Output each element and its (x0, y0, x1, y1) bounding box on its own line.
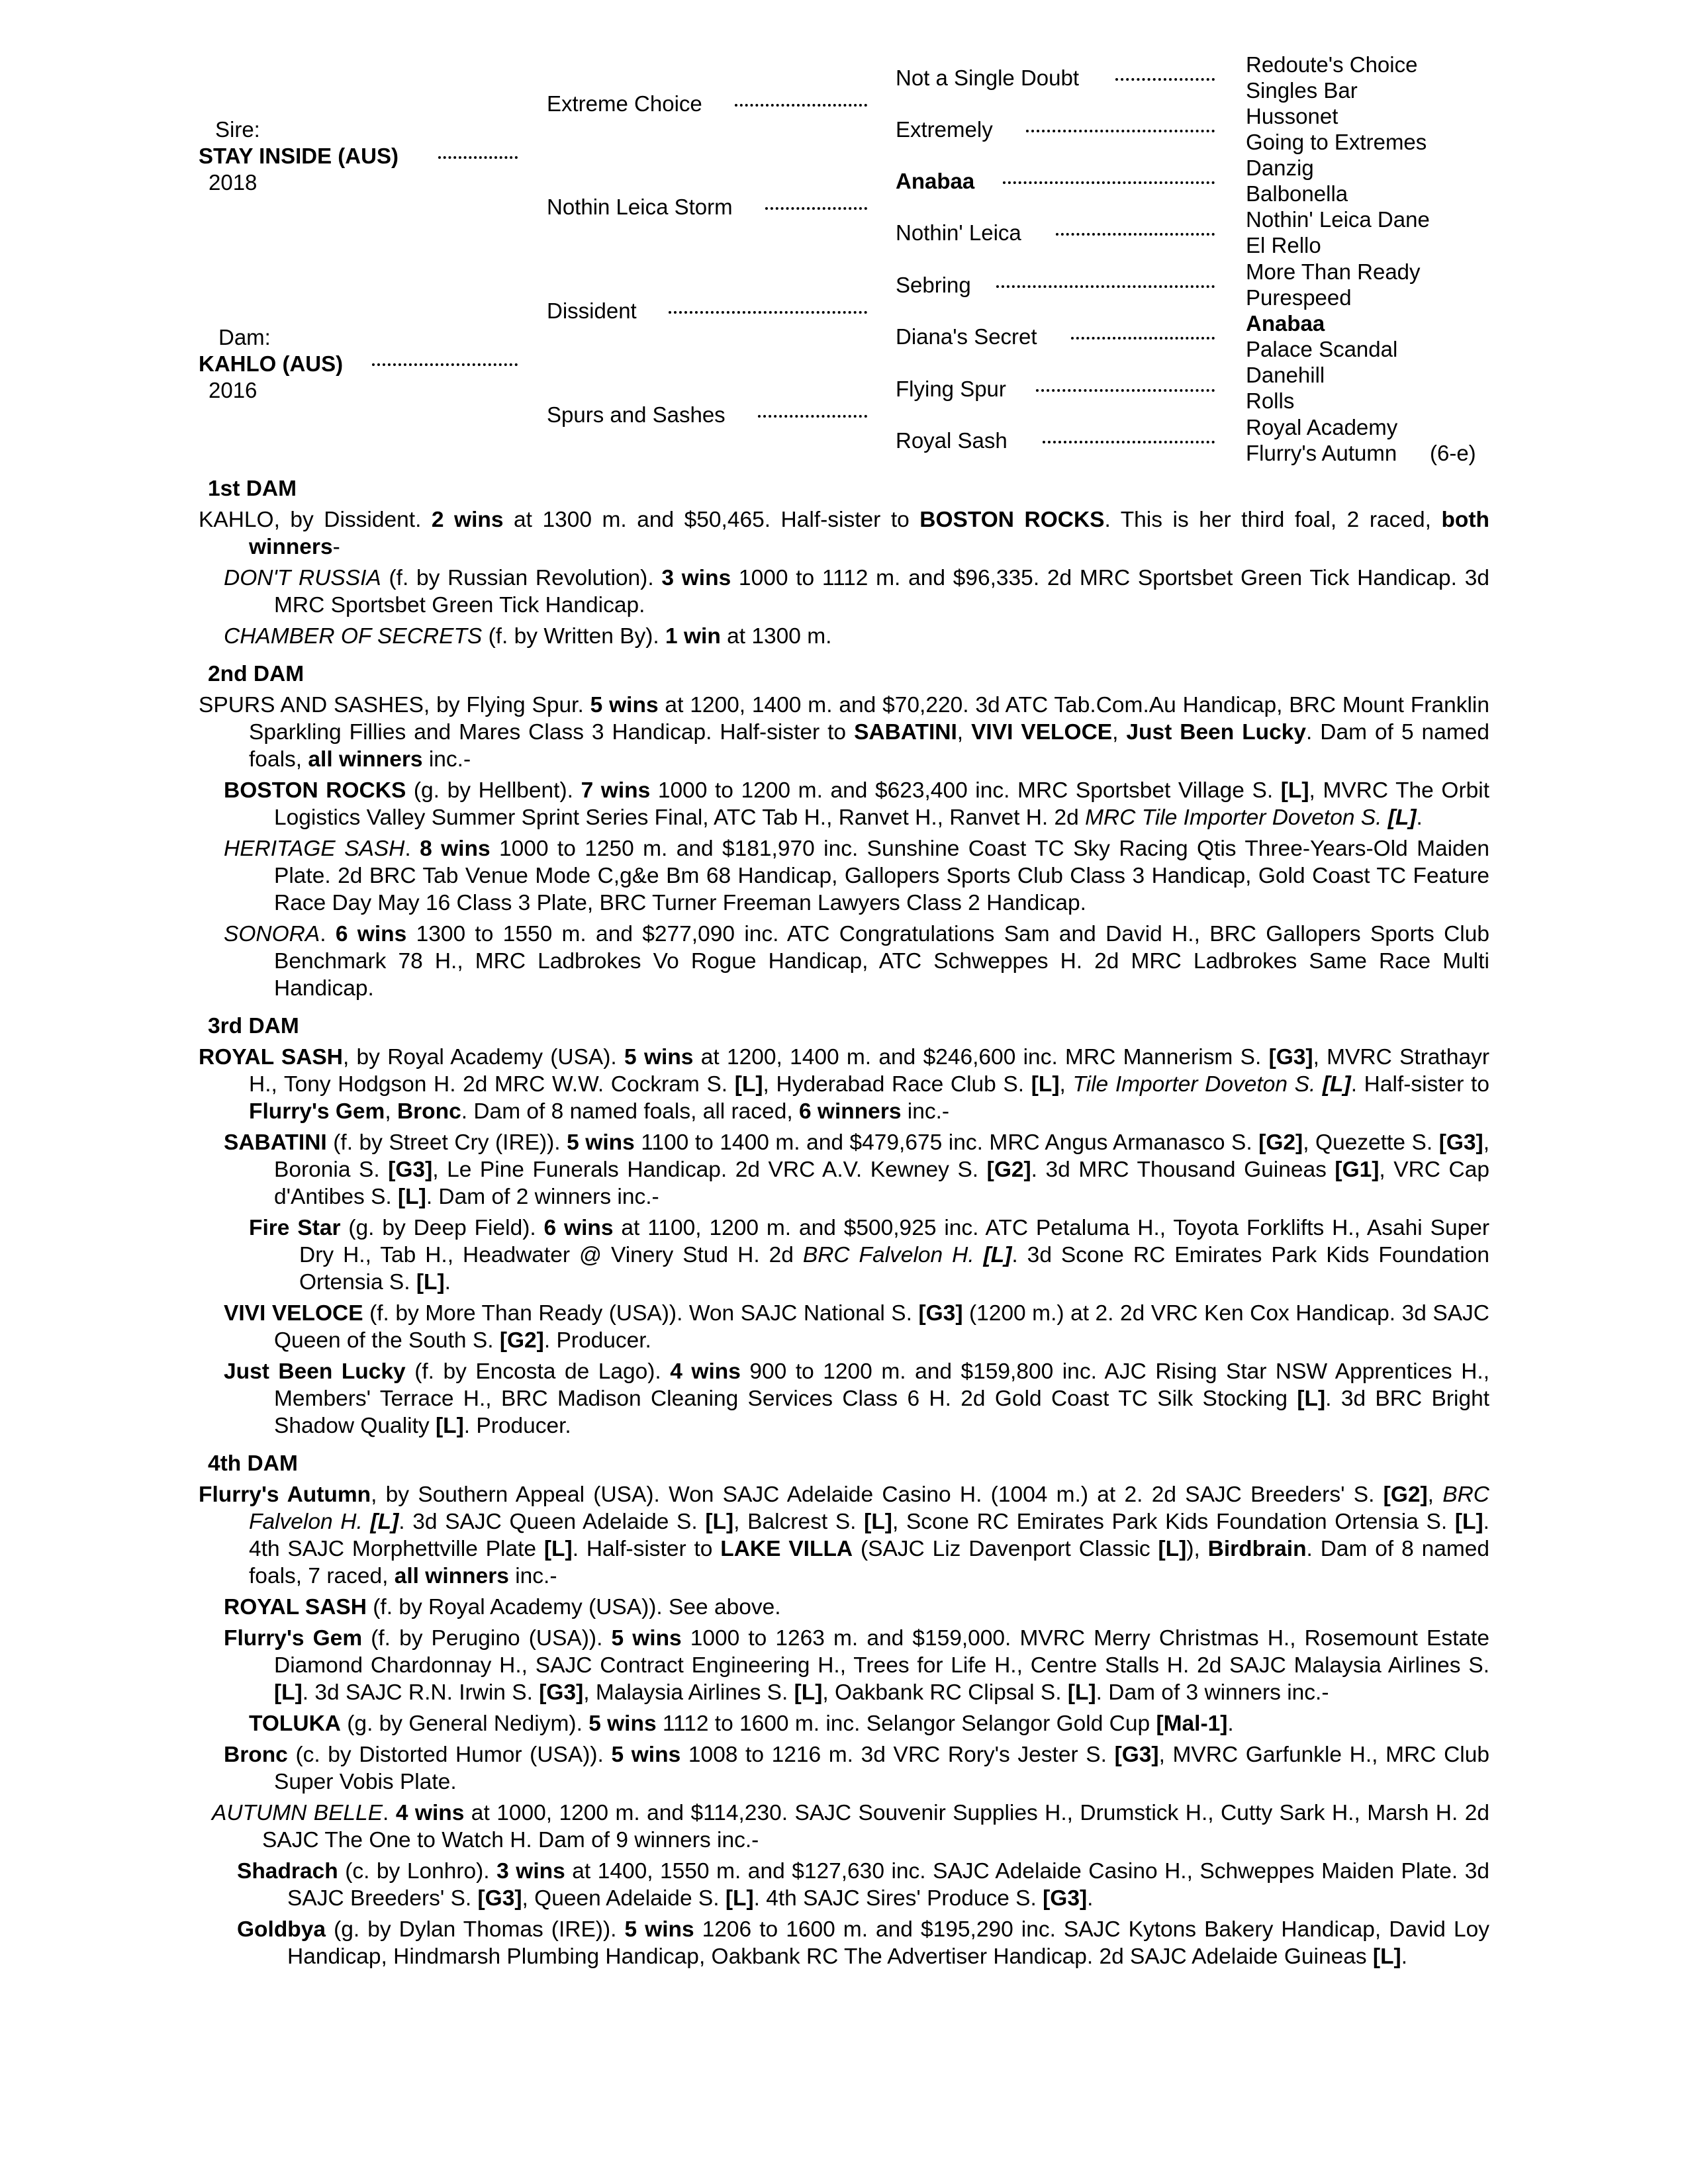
dotted-leader (438, 156, 518, 159)
sire-year: 2018 (209, 170, 258, 195)
progeny-entry: SABATINI (f. by Street Cry (IRE)). 5 wins 1100 to 1400 m. and $479,675 inc. MRC Angus Armanasco S. [G2], Quezette S. [G3], Boronia S. [G3], Le Pine Funerals Handicap. 2d VRC A.V. Kewney S. [G2]. 3d MRC Thousand Guineas [G1], VRC Cap d'Antibes S. [L]. Dam of 2 winners inc.- (224, 1130, 1490, 1209)
pedigree-gen4-horse: Danehill (1246, 363, 1325, 387)
pedigree-gen3-horse: Not a Single Doubt (896, 66, 1080, 90)
sire-label: Sire: (215, 117, 260, 142)
dotted-leader (1071, 337, 1215, 340)
dotted-leader (1003, 181, 1215, 184)
progeny-entry: VIVI VELOCE (f. by More Than Ready (USA)). Won SAJC National S. [G3] (1200 m.) at 2. 2d VRC Ken Cox Handicap. 3d SAJC Queen of the South S. [G2]. Producer. (224, 1301, 1489, 1353)
pedigree-gen4-horse: El Rello (1246, 233, 1321, 257)
progeny-entry: AUTUMN BELLE. 4 wins at 1000, 1200 m. and $114,230. SAJC Souvenir Supplies H., Drumstick H., Cutty Sark H., Marsh H. 2d SAJC The One to Watch H. Dam of 9 winners inc.- (212, 1801, 1489, 1852)
dotted-leader (372, 363, 518, 366)
dotted-leader (1043, 441, 1215, 443)
pedigree-gen4-horse: Going to Extremes (1246, 130, 1427, 154)
pedigree-gen4-horse: Singles Bar (1246, 78, 1358, 103)
progeny-entry: Just Been Lucky (f. by Encosta de Lago). 4 wins 900 to 1200 m. and $159,800 inc. AJC Rising Star NSW Apprentices H., Members' Terrace H., BRC Madison Cleaning Services Class 6 H. 2d Gold Coast TC Silk Stocking [L]. 3d BRC Bright Shadow Quality [L]. Producer. (224, 1359, 1490, 1438)
dotted-leader (735, 104, 867, 107)
pedigree-gen4-horse: Rolls (1246, 388, 1295, 413)
dotted-leader (1056, 233, 1215, 236)
dam-name: KAHLO (AUS) (199, 351, 344, 376)
pedigree-gen3-horse: Flying Spur (896, 377, 1006, 401)
heading-2nd-dam: 2nd DAM (208, 662, 305, 686)
pedigree-gen2-horse: Spurs and Sashes (547, 402, 726, 427)
pedigree-gen4-horse: Danzig (1246, 156, 1314, 180)
pedigree-gen2-horse: Dissident (547, 298, 637, 323)
pedigree-gen2-horse: Extreme Choice (547, 91, 702, 116)
pedigree-gen4-horse: Royal Academy (1246, 415, 1398, 439)
pedigree-gen3-horse: Nothin' Leica (896, 220, 1021, 245)
pedigree-gen4-horse: Hussonet (1246, 104, 1338, 128)
pedigree-gen3-horse: Diana's Secret (896, 324, 1037, 349)
pedigree-gen3-horse: Sebring (896, 273, 971, 297)
family-number: (6-e) (1430, 441, 1476, 465)
pedigree-gen4-horse: Purespeed (1246, 285, 1352, 310)
pedigree-gen4-horse: Anabaa (1246, 311, 1325, 336)
progeny-entry: TOLUKA (g. by General Nediym). 5 wins 1112 to 1600 m. inc. Selangor Selangor Gold Cup [Mal-1]. (249, 1711, 1234, 1736)
pedigree-gen4-horse: Redoute's Choice (1246, 52, 1418, 77)
progeny-entry: Bronc (c. by Distorted Humor (USA)). 5 wins 1008 to 1216 m. 3d VRC Rory's Jester S. [G3], MVRC Garfunkle H., MRC Club Super Vobis Plate. (224, 1743, 1489, 1794)
pedigree-notes (199, 475, 1489, 1974)
pedigree-gen4-horse: Palace Scandal (1246, 337, 1398, 361)
pedigree-gen4-horse: Flurry's Autumn (1246, 441, 1397, 465)
progeny-entry: HERITAGE SASH. 8 wins 1000 to 1250 m. and $181,970 inc. Sunshine Coast TC Sky Racing Qtis Three-Years-Old Maiden Plate. 2d BRC Tab Venue Mode C,g&e Bm 68 Handicap, Gallopers Sports Club Class 3 Handicap, Gold Coast TC Feature Race Day May 16 Class 3 Plate, BRC Turner Freeman Lawyers Class 2 Handicap. (224, 837, 1489, 915)
sire-name: STAY INSIDE (AUS) (199, 144, 399, 168)
dotted-leader (1115, 78, 1215, 81)
pedigree-gen2-horse: Nothin Leica Storm (547, 195, 733, 219)
pedigree-gen4-horse: Balbonella (1246, 181, 1348, 206)
dotted-leader (758, 415, 867, 418)
heading-1st-dam: 1st DAM (208, 477, 297, 501)
dam3-entry: ROYAL SASH, by Royal Academy (USA). 5 wins at 1200, 1400 m. and $246,600 inc. MRC Mannerism S. [G3], MVRC Strathayr H., Tony Hodgson H. 2d MRC W.W. Cockram S. [L], Hyderabad Race Club S. [L], Tile Importer Doveton S. [L]. Half-sister to Flurry's Gem, Bronc. Dam of 8 named foals, all raced, 6 winners inc.- (199, 1045, 1490, 1124)
dotted-leader (765, 207, 867, 210)
dam-label: Dam: (218, 325, 271, 349)
dam4-entry: Flurry's Autumn, by Southern Appeal (USA). Won SAJC Adelaide Casino H. (1004 m.) at 2. 2d SAJC Breeders' S. [G2], BRC Falvelon H. [L]. 3d SAJC Queen Adelaide S. [L], Balcrest S. [L], Scone RC Emirates Park Kids Foundation Ortensia S. [L]. 4th SAJC Morphettville Plate [L]. Half-sister to LAKE VILLA (SAJC Liz Davenport Classic [L]), Birdbrain. Dam of 8 named foals, 7 raced, all winners inc.- (199, 1482, 1490, 1588)
dotted-leader (1036, 389, 1215, 392)
heading-3rd-dam: 3rd DAM (208, 1014, 299, 1038)
progeny-entry: Flurry's Gem (f. by Perugino (USA)). 5 wins 1000 to 1263 m. and $159,000. MVRC Merry Christmas H., Rosemount Estate Diamond Chardonnay H., SAJC Contract Engineering H., Trees for Life H., Centre Stalls H. 2d SAJC Malaysia Airlines S. [L]. 3d SAJC R.N. Irwin S. [G3], Malaysia Airlines S. [L], Oakbank RC Clipsal S. [L]. Dam of 3 winners inc.- (224, 1626, 1489, 1705)
dam-year: 2016 (209, 378, 258, 402)
pedigree-gen3-horse: Royal Sash (896, 428, 1008, 453)
progeny-entry: Goldbya (g. by Dylan Thomas (IRE)). 5 wins 1206 to 1600 m. and $195,290 inc. SAJC Kytons Bakery Handicap, David Loy Handicap, Hindmarsh Plumbing Handicap, Oakbank RC The Advertiser Handicap. 2d SAJC Adelaide Guineas [L]. (237, 1917, 1489, 1969)
pedigree-gen3-horse: Extremely (896, 117, 993, 142)
progeny-entry: DON'T RUSSIA (f. by Russian Revolution). 3 wins 1000 to 1112 m. and $96,335. 2d MRC Sportsbet Green Tick Handicap. 3d MRC Sportsbet Green Tick Handicap. (224, 566, 1489, 617)
dotted-leader (996, 285, 1215, 288)
pedigree-chart (0, 0, 1688, 477)
progeny-entry: ROYAL SASH (f. by Royal Academy (USA)). See above. (224, 1595, 781, 1619)
dam1-entry: KAHLO, by Dissident. 2 wins at 1300 m. and $50,465. Half-sister to BOSTON ROCKS. This is her third foal, 2 raced, both winners- (199, 508, 1489, 559)
progeny-entry: SONORA. 6 wins 1300 to 1550 m. and $277,090 inc. ATC Congratulations Sam and David H., BRC Gallopers Sports Club Benchmark 78 H., MRC Ladbrokes Vo Rogue Handicap, ATC Schweppes H. 2d MRC Ladbrokes Same Race Multi Handicap. (224, 922, 1489, 1001)
pedigree-gen4-horse: Nothin' Leica Dane (1246, 207, 1430, 232)
dotted-leader (669, 311, 867, 314)
pedigree-gen3-horse: Anabaa (896, 169, 975, 193)
progeny-entry: BOSTON ROCKS (g. by Hellbent). 7 wins 1000 to 1200 m. and $623,400 inc. MRC Sportsbet Village S. [L], MVRC The Orbit Logistics Valley Summer Sprint Series Final, ATC Tab H., Ranvet H., Ranvet H. 2d MRC Tile Importer Doveton S. [L]. (224, 778, 1489, 830)
heading-4th-dam: 4th DAM (208, 1451, 298, 1476)
progeny-entry: Fire Star (g. by Deep Field). 6 wins at 1100, 1200 m. and $500,925 inc. ATC Petaluma H., Toyota Forklifts H., Asahi Super Dry H., Tab H., Headwater @ Vinery Stud H. 2d BRC Falvelon H. [L]. 3d Scone RC Emirates Park Kids Foundation Ortensia S. [L]. (249, 1216, 1490, 1295)
pedigree-gen4-horse: More Than Ready (1246, 259, 1421, 284)
dam2-entry: SPURS AND SASHES, by Flying Spur. 5 wins at 1200, 1400 m. and $70,220. 3d ATC Tab.Com.Au Handicap, BRC Mount Franklin Sparkling Fillies and Mares Class 3 Handicap. Half-sister to SABATINI, VIVI VELOCE, Just Been Lucky. Dam of 5 named foals, all winners inc.- (199, 693, 1489, 772)
dotted-leader (1026, 130, 1215, 132)
progeny-entry: Shadrach (c. by Lonhro). 3 wins at 1400, 1550 m. and $127,630 inc. SAJC Adelaide Casino H., Schweppes Maiden Plate. 3d SAJC Breeders' S. [G3], Queen Adelaide S. [L]. 4th SAJC Sires' Produce S. [G3]. (237, 1859, 1489, 1911)
progeny-entry: CHAMBER OF SECRETS (f. by Written By). 1 win at 1300 m. (224, 624, 832, 649)
